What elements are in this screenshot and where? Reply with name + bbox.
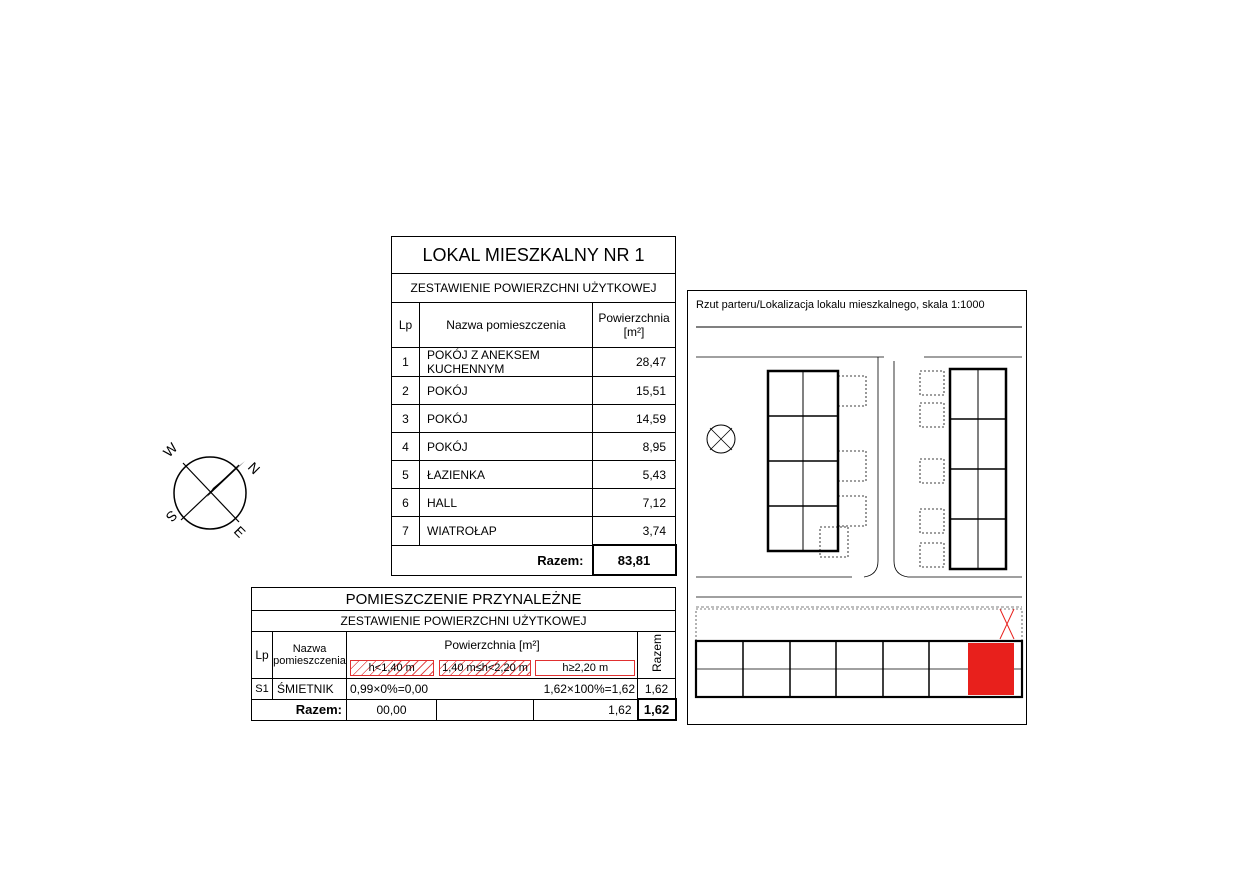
- header-h3: h≥2,20 m: [535, 660, 635, 676]
- header-name: Nazwa pomieszczenia: [273, 632, 347, 679]
- header-h2: 1,40 m≤h<2,20 m: [439, 660, 531, 676]
- row-name: POKÓJ: [420, 405, 593, 433]
- table-row: [252, 679, 676, 700]
- total-value: 83,81: [593, 545, 676, 575]
- row-name: POKÓJ: [420, 377, 593, 405]
- table-row: [392, 405, 676, 433]
- compass-e: E: [230, 522, 249, 541]
- total-v1: 00,00: [347, 699, 437, 720]
- table-row: [392, 348, 676, 377]
- row-lp: 4: [392, 433, 420, 461]
- header-h3-cell: [534, 658, 638, 679]
- header-area: [593, 303, 676, 348]
- table-row: [392, 433, 676, 461]
- header-area: Powierzchnia [m²]: [347, 632, 638, 659]
- compass-rose-icon: [155, 438, 265, 548]
- secondary-title: POMIESZCZENIE PRZYNALEŻNE: [252, 588, 676, 611]
- compass-needle-icon: [207, 461, 245, 497]
- row-lp: 1: [392, 348, 420, 377]
- header-area-unit: [m²]: [623, 325, 645, 339]
- secondary-subtitle: ZESTAWIENIE POWIERZCHNI UŻYTKOWEJ: [252, 611, 676, 632]
- header-name: Nazwa pomieszczenia: [420, 303, 593, 348]
- table-subtitle: ZESTAWIENIE POWIERZCHNI UŻYTKOWEJ: [392, 274, 676, 303]
- row-area: 15,51: [593, 377, 676, 405]
- table-row: [392, 461, 676, 489]
- header-sum-cell: [638, 632, 676, 679]
- row-sum: 1,62: [638, 679, 676, 700]
- header-h1: h<1,40 m: [350, 660, 434, 676]
- total-sum: 1,62: [638, 699, 676, 720]
- row-area: 5,43: [593, 461, 676, 489]
- row-name: WIATROŁAP: [420, 517, 593, 546]
- row-name: HALL: [420, 489, 593, 517]
- location-map-panel: [687, 290, 1027, 725]
- row-name: POKÓJ Z ANEKSEM KUCHENNYM: [420, 348, 593, 377]
- row-area: 28,47: [593, 348, 676, 377]
- row-area: 14,59: [593, 405, 676, 433]
- apartment-highlight: [968, 643, 1014, 695]
- row-v3: 1,62×100%=1,62: [534, 679, 638, 700]
- secondary-area-table: [251, 587, 677, 721]
- table-row: [392, 489, 676, 517]
- site-plan-drawing: [688, 291, 1026, 724]
- header-area-label: Powierzchnia: [598, 311, 670, 325]
- row-lp: 2: [392, 377, 420, 405]
- total-v3: 1,62: [534, 699, 638, 720]
- row-lp: 3: [392, 405, 420, 433]
- right-building: [894, 361, 1022, 577]
- row-v2: [437, 679, 534, 700]
- header-h2-cell: [437, 658, 534, 679]
- table-row: [392, 517, 676, 546]
- header-h1-cell: [347, 658, 437, 679]
- table-row: [392, 377, 676, 405]
- row-lp: 5: [392, 461, 420, 489]
- row-name: ŚMIETNIK: [273, 679, 347, 700]
- main-area-table: [391, 236, 677, 576]
- row-name: POKÓJ: [420, 433, 593, 461]
- total-label: Razem:: [392, 545, 593, 575]
- header-lp: Lp: [252, 632, 273, 679]
- compass-s: S: [162, 507, 181, 526]
- row-area: 3,74: [593, 517, 676, 546]
- row-area: 7,12: [593, 489, 676, 517]
- total-label: Razem:: [252, 699, 347, 720]
- row-lp: 6: [392, 489, 420, 517]
- header-lp: Lp: [392, 303, 420, 348]
- map-title: Rzut parteru/Lokalizacja lokalu mieszkalnego, skala 1:1000: [696, 299, 985, 311]
- ground-floor-strip: [696, 597, 1022, 697]
- compass-n: N: [244, 458, 264, 478]
- row-v1: 0,99×0%=0,00: [347, 679, 437, 700]
- compass-w: W: [159, 439, 181, 461]
- header-sum: Razem: [649, 634, 664, 673]
- map-compass-icon: [707, 423, 737, 453]
- row-lp: S1: [252, 679, 273, 700]
- row-lp: 7: [392, 517, 420, 546]
- row-name: ŁAZIENKA: [420, 461, 593, 489]
- total-v2: [437, 699, 534, 720]
- table-title: LOKAL MIESZKALNY NR 1: [392, 237, 676, 274]
- row-area: 8,95: [593, 433, 676, 461]
- left-building: [768, 357, 878, 577]
